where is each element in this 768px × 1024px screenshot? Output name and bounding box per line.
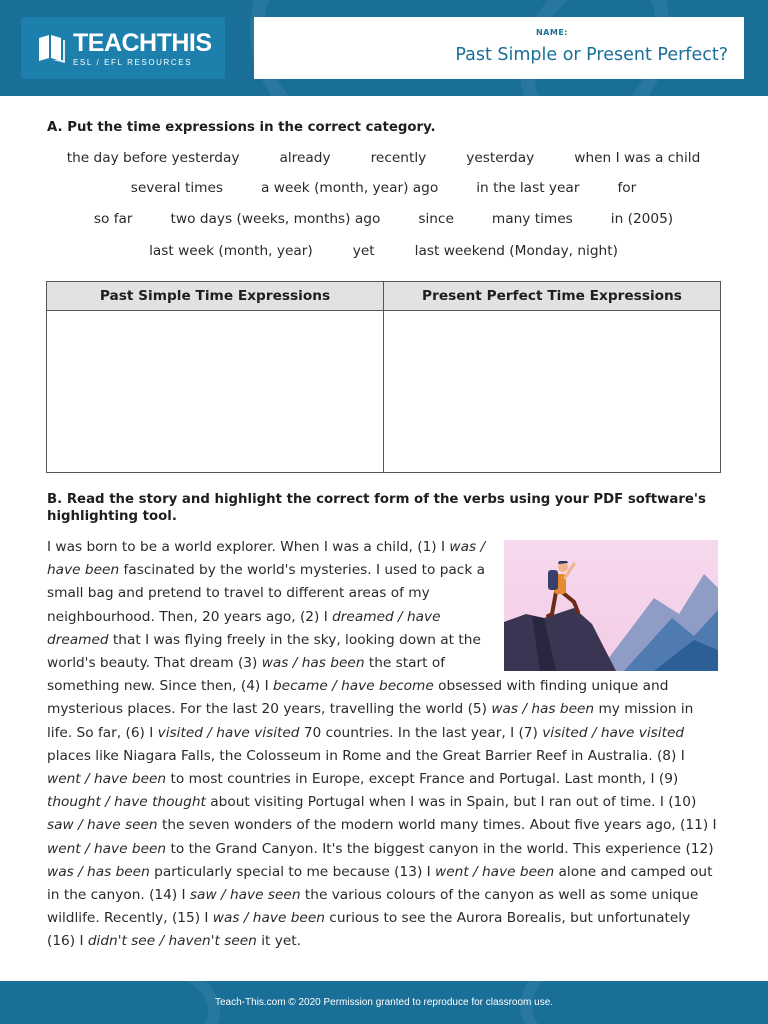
past-simple-column-header: Past Simple Time Expressions (47, 282, 384, 311)
time-expression: many times (491, 211, 573, 227)
verb-choice[interactable]: saw / have seen (189, 887, 301, 904)
expression-row-1 (47, 150, 720, 166)
name-label: NAME: (535, 28, 568, 37)
story-text-segment: that I was flying freely in the sky, looking down at the world's beauty. That dream (3) (47, 631, 481, 672)
page-footer (0, 981, 768, 1024)
footer-decoration (0, 981, 220, 1024)
time-expression: several times (130, 180, 224, 196)
story-text-segment: 70 countries. In the last year, I (7) (299, 724, 543, 741)
category-table (46, 281, 721, 473)
verb-choice[interactable]: didn't see / haven't seen (87, 933, 257, 950)
verb-choice[interactable]: thought / have thought (47, 794, 206, 811)
verb-choice[interactable]: saw / have seen (47, 817, 158, 834)
footer-decoration (520, 981, 768, 1024)
worksheet-title: Past Simple or Present Perfect? (455, 45, 728, 65)
present-perfect-answer-cell[interactable] (384, 311, 721, 473)
time-expression: last week (month, year) (149, 243, 313, 259)
copyright-notice: Teach-This.com © 2020 Permission granted to reproduce for classroom use. (214, 997, 554, 1008)
expression-row-2 (47, 180, 720, 196)
time-expression: for (617, 180, 637, 196)
logo-wordmark: TEACHTHIS (73, 28, 212, 57)
story-text-segment: curious to see the Aurora Borealis, but unfortunately (16) I (47, 910, 691, 950)
time-expression: when I was a child (574, 150, 701, 166)
story-text-segment: places like Niagara Falls, the Colosseum in Rome and the Great Barrier Reef in Australia. (8) I (47, 747, 685, 764)
time-expression: in (2005) (610, 211, 674, 227)
verb-choice[interactable]: was / have been (47, 539, 486, 579)
verb-choice[interactable]: visited / have visited (157, 724, 300, 741)
time-expression: the day before yesterday (66, 150, 240, 166)
time-expression: yesterday (466, 150, 535, 166)
verb-choice[interactable]: went / have been (47, 771, 167, 788)
title-box (254, 17, 744, 79)
time-expression: since (418, 211, 454, 227)
time-expression: already (279, 150, 331, 166)
past-simple-answer-cell[interactable] (47, 311, 384, 473)
story-text-segment: fascinated by the world's mysteries. I used to pack a small bag and pretend to travel to different areas of my neighbourhood. Then, 20 years ago, (2) I (47, 562, 485, 625)
verb-choice[interactable]: went / have been (47, 840, 167, 857)
verb-choice[interactable]: dreamed / have dreamed (47, 608, 441, 648)
story-text (47, 536, 721, 954)
story-text-segment: I was born to be a world explorer. When I was a child, (1) I (47, 539, 450, 555)
section-b-heading: B. Read the story and highlight the correct form of the verbs using your PDF software's highlighting tool. (47, 492, 706, 524)
section-a-heading: A. Put the time expressions in the correct category. (47, 120, 436, 135)
verb-choice[interactable]: was / have been (212, 910, 325, 927)
time-expression: a week (month, year) ago (261, 180, 439, 196)
expression-row-4 (47, 243, 720, 259)
page-header (0, 0, 768, 96)
story-text-segment: to the Grand Canyon. It's the biggest canyon in the world. This experience (12) (166, 840, 714, 857)
story-text-segment: the various colours of the canyon as well as some unique wildlife. Recently, (15) I (47, 887, 699, 927)
time-expression: last weekend (Monday, night) (414, 243, 618, 259)
story-text-segment: my mission in life. So far, (6) I (47, 701, 694, 741)
time-expression: two days (weeks, months) ago (170, 211, 381, 227)
verb-choice[interactable]: was / has been (261, 655, 365, 672)
time-expression: recently (370, 150, 427, 166)
verb-choice[interactable]: was / has been (491, 701, 595, 718)
story-text-segment: the start of something new. Since then, (4) I (47, 655, 446, 695)
story-text-segment: alone and camped out in the canyon. (14) I (47, 863, 713, 904)
story-text-segment: to most countries in Europe, except France and Portugal. Last month, I (9) (166, 771, 679, 788)
verb-choice[interactable]: visited / have visited (542, 724, 685, 741)
time-expression: yet (352, 243, 375, 259)
story-text-segment: it yet. (256, 933, 301, 950)
story-text-segment: about visiting Portugal when I was in Spain, but I ran out of time. I (10) (205, 794, 697, 811)
verb-choice[interactable]: went / have been (435, 863, 555, 880)
story-text-segment: obsessed with finding unique and mysterious places. For the last 20 years, travelling the world (5) (47, 678, 669, 718)
expression-row-3 (47, 211, 720, 227)
present-perfect-column-header: Present Perfect Time Expressions (384, 282, 721, 311)
logo-tagline: ESL / EFL RESOURCES (73, 57, 193, 67)
teachthis-logo (21, 17, 225, 79)
story-text-segment: particularly special to me because (13) I (149, 863, 436, 880)
book-icon (35, 31, 69, 65)
verb-choice[interactable]: was / has been (47, 863, 150, 880)
verb-choice[interactable]: became / have become (272, 678, 434, 695)
time-expression: in the last year (476, 180, 580, 196)
time-expression: so far (93, 211, 133, 227)
story-text-segment: the seven wonders of the modern world many times. About five years ago, (11) I (157, 817, 717, 834)
hiker-mountain-illustration (504, 540, 718, 671)
